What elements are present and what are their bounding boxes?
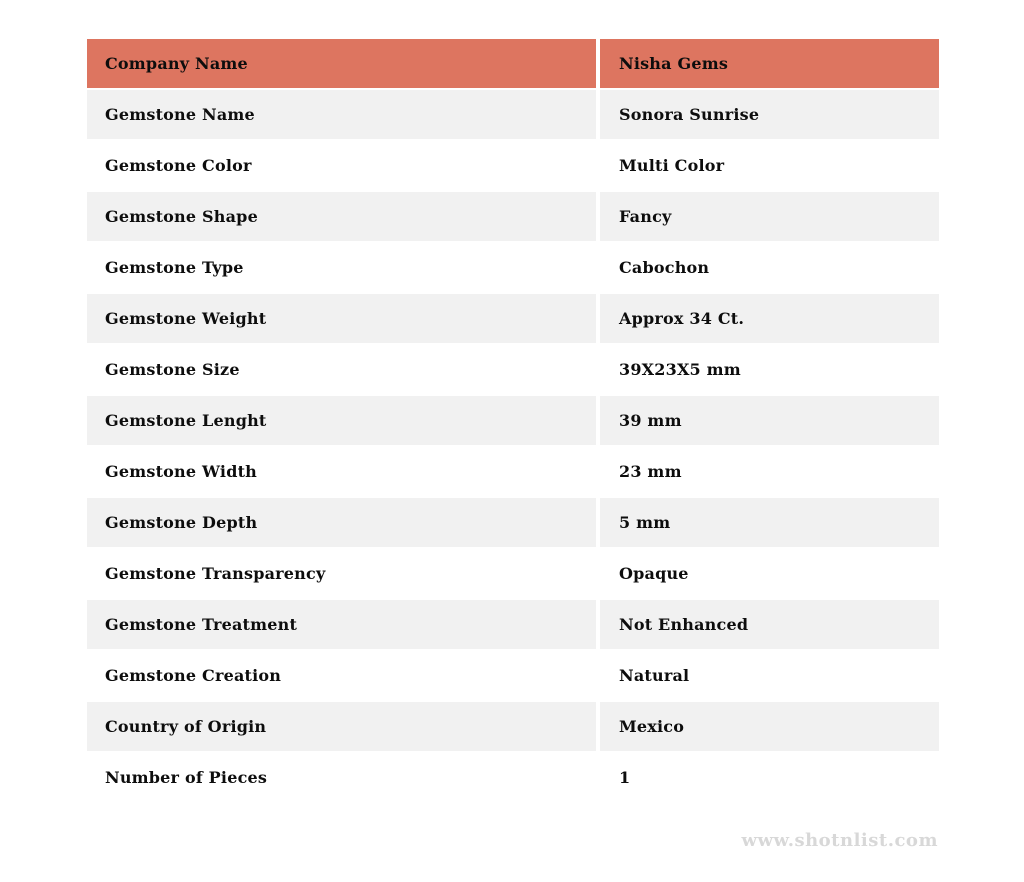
spec-header-row (87, 39, 939, 88)
spec-value: Fancy (600, 192, 939, 241)
spec-label: Gemstone Shape (87, 192, 596, 241)
spec-row (87, 243, 939, 292)
spec-row (87, 651, 939, 700)
spec-table (87, 39, 939, 804)
spec-label: Gemstone Type (87, 243, 596, 292)
spec-label: Country of Origin (87, 702, 596, 751)
spec-value: Not Enhanced (600, 600, 939, 649)
spec-row (87, 294, 939, 343)
spec-value: Natural (600, 651, 939, 700)
spec-value: Multi Color (600, 141, 939, 190)
spec-label: Gemstone Size (87, 345, 596, 394)
spec-value: Mexico (600, 702, 939, 751)
spec-row (87, 345, 939, 394)
spec-row (87, 753, 939, 802)
spec-header-value: Nisha Gems (600, 39, 939, 88)
watermark: www.shotnlist.com (741, 830, 938, 851)
spec-value: 23 mm (600, 447, 939, 496)
spec-label: Gemstone Creation (87, 651, 596, 700)
spec-label: Gemstone Weight (87, 294, 596, 343)
spec-value: 1 (600, 753, 939, 802)
spec-value: Approx 34 Ct. (600, 294, 939, 343)
spec-row (87, 549, 939, 598)
spec-row (87, 192, 939, 241)
spec-value: 39 mm (600, 396, 939, 445)
spec-row (87, 141, 939, 190)
spec-row (87, 498, 939, 547)
spec-row (87, 447, 939, 496)
spec-value: 5 mm (600, 498, 939, 547)
spec-label: Gemstone Treatment (87, 600, 596, 649)
spec-row (87, 396, 939, 445)
spec-label: Gemstone Lenght (87, 396, 596, 445)
spec-value: 39X23X5 mm (600, 345, 939, 394)
spec-value: Opaque (600, 549, 939, 598)
spec-row (87, 702, 939, 751)
spec-label: Gemstone Name (87, 90, 596, 139)
spec-value: Sonora Sunrise (600, 90, 939, 139)
spec-value: Cabochon (600, 243, 939, 292)
spec-label: Gemstone Transparency (87, 549, 596, 598)
spec-row (87, 90, 939, 139)
spec-header-label: Company Name (87, 39, 596, 88)
spec-label: Gemstone Width (87, 447, 596, 496)
spec-label: Gemstone Color (87, 141, 596, 190)
spec-label: Gemstone Depth (87, 498, 596, 547)
spec-label: Number of Pieces (87, 753, 596, 802)
spec-row (87, 600, 939, 649)
